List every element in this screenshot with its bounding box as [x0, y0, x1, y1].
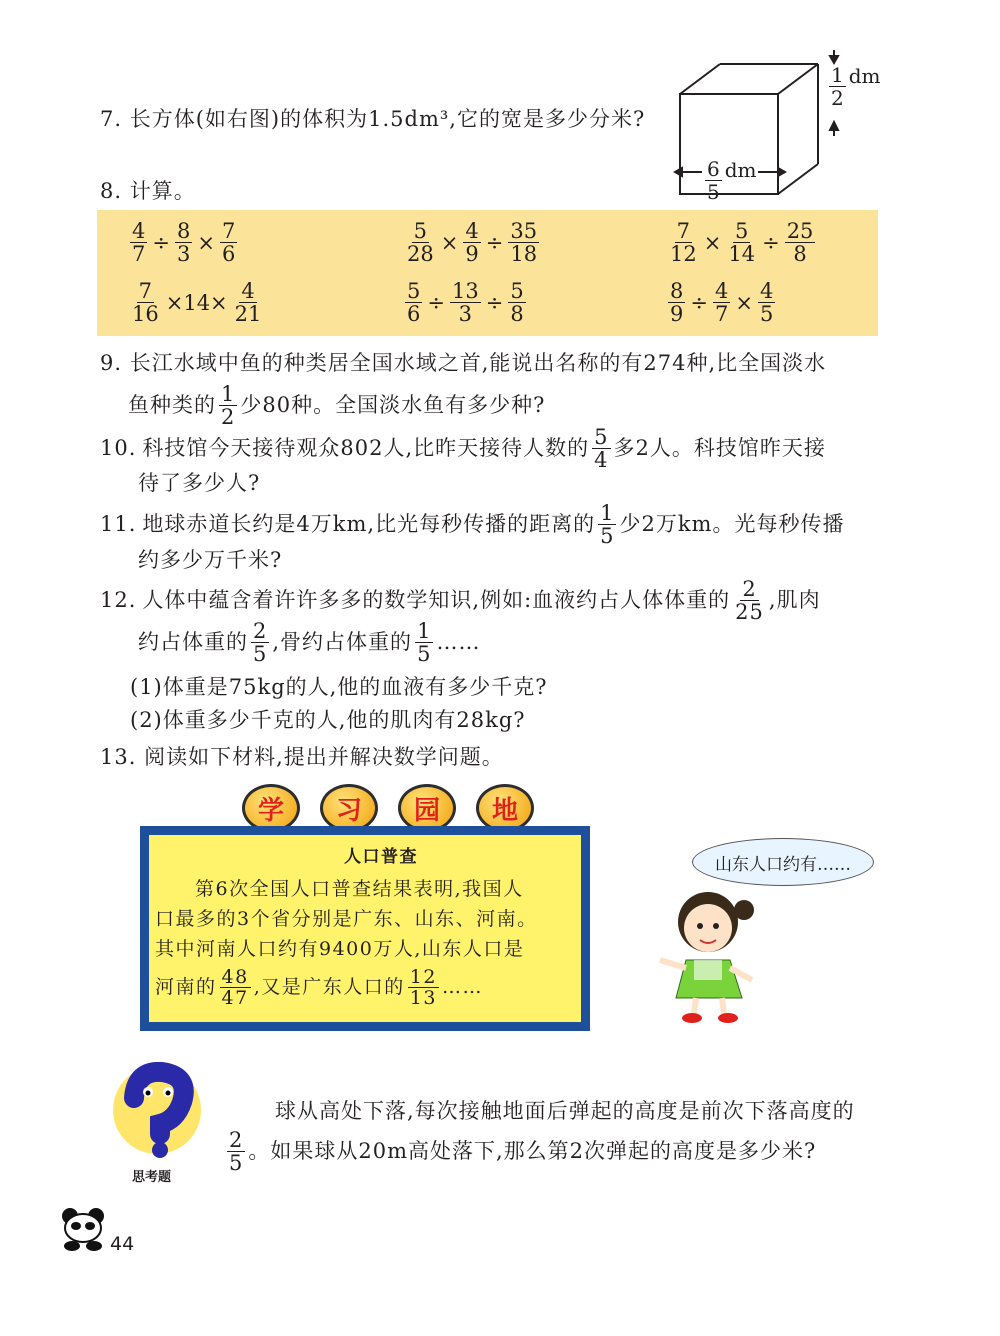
speech-bubble: 山东人口约有…… [692, 838, 874, 886]
text: (2)体重多少千克的人,他的肌肉有28kg? [130, 708, 526, 732]
fraction: $\frac{25}{8}$ [786, 219, 814, 266]
board-line-2: 口最多的3个省分别是广东、山东、河南。 [155, 908, 538, 930]
question-text: 阅读如下材料,提出并解决数学问题。 [144, 745, 504, 769]
board-line-1: 第6次全国人口普查结果表明,我国人 [195, 878, 524, 900]
question-12-line-2 [138, 620, 480, 664]
text: 。如果球从20m高处落下,那么第2次弹起的高度是多少米? [248, 1139, 817, 1163]
text: 待了多少人? [138, 471, 261, 495]
fraction: $\frac{4}{7}$ [132, 219, 146, 266]
question-13 [100, 742, 504, 772]
fraction: $\frac{48}{47}$ [221, 965, 249, 1009]
text: 少80种。全国淡水鱼有多少种? [240, 393, 546, 417]
calculation-panel [97, 210, 878, 336]
fraction: $\frac{8}{9}$ [670, 279, 684, 326]
question-10-line-2 [138, 468, 260, 498]
text: 地球赤道长约是4万km,比光每秒传播的距离的 [142, 512, 596, 536]
question-number: 12. [100, 588, 137, 612]
text: ,骨约占体重的 [272, 630, 413, 654]
question-12-sub-2 [130, 705, 526, 735]
cuboid-figure [640, 50, 900, 210]
question-9-line-2 [128, 383, 545, 427]
thinking-label: 思考题 [132, 1170, 172, 1185]
text: 球从高处下落,每次接触地面后弹起的高度是前次下落高度的 [275, 1099, 855, 1123]
operator: × [703, 230, 722, 255]
text: 科技馆今天接待观众802人,比昨天接待人数的 [142, 436, 590, 460]
page-number: 44 [110, 1233, 135, 1255]
question-11-line-2 [138, 545, 282, 575]
operator: ÷ [152, 230, 170, 255]
question-number: 10. [100, 436, 137, 460]
calc-expression [402, 280, 529, 325]
operator: ÷ [427, 290, 445, 315]
operator: ÷ [762, 230, 780, 255]
fraction: $\frac{1}{5}$ [600, 500, 615, 548]
text: ,肌肉 [768, 588, 821, 612]
study-garden-char-2: 习 [320, 784, 378, 832]
question-text: 长江水域中鱼的种类居全国水域之首,能说出名称的有274种,比全国淡水 [129, 351, 827, 375]
fraction: $\frac{2}{5}$ [229, 1127, 244, 1175]
operator: × [440, 230, 459, 255]
question-7 [100, 104, 645, 134]
fraction: $\frac{5}{4}$ [594, 424, 609, 472]
fraction: $\frac{4}{7}$ [714, 279, 729, 326]
text: ,又是广东人口的 [253, 976, 405, 998]
fraction: $\frac{5}{6}$ [407, 279, 421, 326]
text: 约多少万千米? [138, 548, 283, 572]
thinking-question-badge [112, 1062, 202, 1185]
calc-expression [665, 220, 818, 265]
fraction: $\frac{7}{12}$ [670, 219, 697, 266]
question-number: 13. [100, 745, 137, 769]
fraction: $\frac{5}{8}$ [510, 279, 524, 326]
panda-icon [58, 1206, 108, 1252]
question-number: 7. [100, 107, 123, 131]
text: 人体中蕴含着许许多多的数学知识,例如:血液约占人体体重的 [142, 588, 731, 612]
text: …… [436, 630, 481, 654]
length-label: $\frac{6}{5}$ dm [707, 157, 757, 204]
fraction: $\frac{5}{28}$ [407, 219, 434, 266]
calc-expression [127, 280, 266, 325]
study-garden-char-4: 地 [476, 784, 534, 832]
question-text: 计算。 [129, 179, 196, 203]
fraction: $\frac{8}{3}$ [176, 219, 191, 266]
question-number: 8. [100, 179, 123, 203]
question-number: 9. [100, 351, 123, 375]
board-line-4 [155, 965, 483, 1009]
calc-expression [402, 220, 542, 265]
study-garden-char-3: 园 [398, 784, 456, 832]
calc-expression [665, 280, 778, 325]
fraction: $\frac{12}{13}$ [409, 965, 437, 1009]
fraction: $\frac{4}{21}$ [234, 279, 262, 326]
text: (1)体重是75kg的人,他的血液有多少千克? [130, 675, 548, 699]
operator: × [735, 290, 753, 315]
fraction: $\frac{2}{25}$ [735, 576, 764, 624]
text: 约占体重的 [138, 630, 248, 654]
question-number: 11. [100, 512, 137, 536]
question-11 [100, 502, 844, 546]
fraction: $\frac{1}{2}$ [221, 381, 236, 429]
operator: ÷ [690, 290, 708, 315]
girl-illustration [650, 880, 770, 1025]
text: 河南的 [155, 976, 217, 998]
board-line-3: 其中河南人口约有9400万人,山东人口是 [155, 938, 525, 960]
fraction: $\frac{5}{14}$ [728, 219, 756, 266]
fraction: $\frac{7}{16}$ [132, 279, 159, 326]
thinking-line-1 [275, 1096, 855, 1126]
operator: ÷ [485, 230, 504, 255]
text: 少2万km。光每秒传播 [619, 512, 845, 536]
height-label: $\frac{1}{2}$ dm [831, 63, 881, 110]
text: 多2人。科技馆昨天接 [613, 436, 826, 460]
operator: × [197, 230, 215, 255]
thinking-line-2 [224, 1128, 816, 1174]
fraction: $\frac{4}{9}$ [465, 219, 479, 266]
question-10 [100, 426, 826, 470]
question-12 [100, 578, 821, 622]
question-8 [100, 176, 196, 206]
text: …… [441, 976, 483, 998]
question-12-sub-1 [130, 672, 548, 702]
question-mark-icon [112, 1062, 202, 1162]
text: 鱼种类的 [128, 393, 216, 417]
fraction: $\frac{4}{5}$ [759, 279, 774, 326]
study-garden-char-1: 学 [242, 784, 300, 832]
operator: ÷ [485, 290, 504, 315]
fraction: $\frac{7}{6}$ [221, 219, 236, 266]
calc-expression [127, 220, 240, 265]
question-9 [100, 348, 826, 378]
question-text: 长方体(如右图)的体积为1.5dm³,它的宽是多少分米? [129, 107, 646, 131]
fraction: $\frac{2}{5}$ [253, 618, 268, 666]
board-title: 人口普查 [344, 847, 418, 867]
operator: ×14× [165, 290, 228, 315]
fraction: $\frac{1}{5}$ [417, 618, 432, 666]
census-board [140, 826, 590, 1031]
fraction: $\frac{13}{3}$ [451, 279, 479, 326]
fraction: $\frac{35}{18}$ [510, 219, 538, 266]
